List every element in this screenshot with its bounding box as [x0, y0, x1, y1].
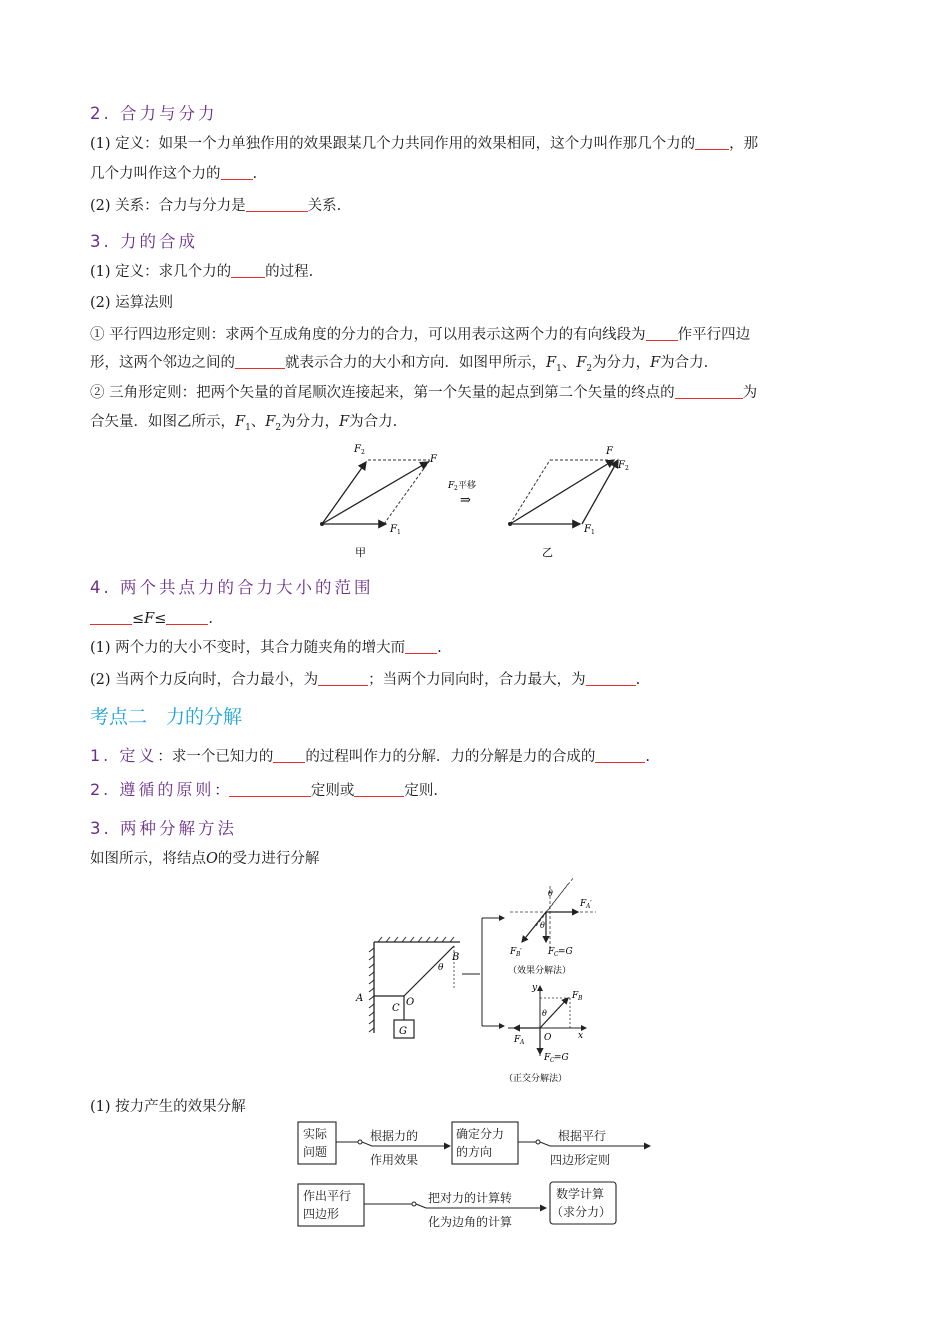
flow-text: 数学计算: [556, 1187, 605, 1201]
fill-blank[interactable]: [586, 670, 636, 686]
fill-blank[interactable]: [354, 781, 404, 797]
label-theta: θ: [548, 889, 553, 898]
label-sub: C: [550, 1057, 555, 1064]
f-arrow: [322, 462, 428, 524]
flow-step-text: 化为边角的计算: [428, 1215, 513, 1229]
subheading: 1. 定义: [90, 746, 158, 765]
symbol: F: [576, 355, 587, 371]
fill-blank[interactable]: [246, 196, 308, 212]
label-fb-prime: F: [510, 947, 517, 957]
text: (2) 当两个力反向时，合力最小，为: [90, 672, 319, 688]
symbol: O: [206, 851, 218, 867]
text: ，那: [729, 136, 759, 152]
text: (2) 关系：合力与分力是: [90, 198, 246, 214]
fill-blank[interactable]: [221, 164, 253, 180]
definition-resultant-line1: [90, 134, 758, 154]
label-sub: 1: [397, 529, 401, 536]
label-fb: F: [572, 991, 579, 1001]
flow-node: [536, 1140, 540, 1144]
composition-definition: [90, 262, 313, 282]
flow-text: 确定分力: [456, 1127, 505, 1141]
text: ① 平行四边形定则：求两个互成角度的分力的合力，可以用表示这两个力的有向线段为: [90, 327, 646, 343]
subheading: 2. 遵循的原则: [90, 780, 215, 799]
label-prime: ′: [590, 899, 592, 908]
text: 关系.: [307, 198, 342, 214]
label-fc: F: [544, 1053, 551, 1063]
label-f2: F: [448, 481, 455, 491]
label-f2: F: [618, 460, 625, 471]
shift-indicator: [447, 479, 476, 508]
topic-heading-decomposition: 考点二 力的分解: [90, 706, 243, 728]
origin-point: [508, 522, 512, 526]
label-prime: ′: [520, 947, 522, 956]
text: .: [252, 166, 258, 182]
label-theta: θ: [540, 921, 545, 930]
parallelogram-diagram: [320, 444, 438, 559]
text: 合矢量．如图乙所示，: [90, 414, 235, 430]
effect-decomposition: [508, 878, 596, 976]
symbol: F: [650, 355, 661, 371]
range-item1: [90, 638, 442, 658]
label-sub: A: [520, 1039, 525, 1046]
shift-label: 平移: [458, 481, 477, 491]
label-g: G: [399, 1026, 407, 1037]
triangle-rule-line2: [90, 412, 397, 438]
text: 为分力，: [592, 355, 651, 371]
text: ≤: [154, 611, 167, 627]
text: 定则.: [404, 783, 438, 799]
label-f2: F: [354, 444, 361, 455]
label-sub: 1: [591, 529, 595, 536]
label-a: A: [356, 993, 364, 1004]
flow-node: [358, 1140, 362, 1144]
definition-resultant-line2: [90, 164, 257, 184]
decomposition-principle: [90, 780, 438, 801]
text: .: [437, 640, 442, 656]
label-fc: F: [548, 947, 555, 957]
section-heading-range: 4. 两个共点力的合力大小的范围: [90, 578, 374, 597]
fill-blank[interactable]: [235, 353, 285, 369]
ceiling-hatch: [378, 937, 454, 942]
label-theta: θ: [542, 1009, 547, 1018]
fill-blank[interactable]: [675, 383, 743, 399]
range-item2: [90, 670, 640, 690]
text: 为合力.: [349, 414, 398, 430]
flow-step-text: 根据力的: [370, 1129, 419, 1143]
label-sub: B: [578, 995, 583, 1002]
label-x: x: [578, 1031, 584, 1041]
f-arrow: [510, 460, 614, 524]
label-b: B: [452, 952, 460, 963]
subscript: 1: [245, 422, 251, 433]
label-f: F: [606, 446, 613, 457]
text: 形，这两个邻边之间的: [90, 355, 235, 371]
label-sub: A: [586, 903, 591, 910]
text: 就表示合力的大小和方向．如图甲所示，: [285, 355, 546, 371]
flow-line: [540, 1142, 550, 1146]
label-o: O: [544, 1033, 552, 1043]
origin-point: [320, 522, 324, 526]
triangle-rule-line1: [90, 383, 757, 403]
text: 定则或: [310, 783, 355, 799]
fill-blank[interactable]: [90, 609, 132, 625]
label-c: C: [392, 1003, 400, 1014]
text: .: [208, 611, 213, 627]
composition-figure: [300, 438, 660, 564]
fill-blank[interactable]: [695, 134, 729, 150]
text: (1) 两个力的大小不变时，其合力随夹角的增大而: [90, 640, 406, 656]
text: (1) 定义：求几个力的: [90, 264, 232, 280]
text: 如图所示，将结点: [90, 851, 206, 867]
triangle-diagram: [508, 446, 629, 559]
rope-bo: [404, 946, 454, 996]
label-f1: F: [390, 524, 397, 535]
flow-text: （求分力）: [551, 1205, 612, 1219]
decomposition-definition: [90, 746, 650, 767]
dashed-edge: [510, 460, 550, 524]
ortho-caption: （正交分解法）: [504, 1074, 568, 1084]
symbol: F: [235, 414, 246, 430]
text: .: [645, 749, 650, 765]
method-effect-heading: (1) 按力产生的效果分解: [90, 1099, 246, 1115]
subscript: 2: [586, 363, 593, 374]
flow-text: 四边形: [303, 1207, 340, 1221]
orthogonal-decomposition: [504, 983, 586, 1084]
fill-blank[interactable]: [595, 747, 645, 763]
label-fa-prime: F: [580, 899, 587, 909]
text: 的受力进行分解: [217, 851, 320, 867]
label-jia: 甲: [355, 546, 366, 559]
label-theta: θ: [438, 963, 444, 973]
text: 为合力.: [660, 355, 709, 371]
text: 、: [250, 414, 266, 430]
label-o: O: [406, 997, 415, 1008]
flow-step-text: 根据平行: [558, 1129, 607, 1143]
text: 、: [561, 355, 577, 371]
text: ：: [214, 783, 229, 799]
parallelogram-rule-line2: [90, 353, 708, 379]
flow-step-text: 作用效果: [370, 1153, 419, 1167]
f2-arrow: [322, 462, 366, 524]
flow-text: 实际: [303, 1127, 328, 1141]
flow-line: [416, 1204, 426, 1208]
label-f1: F: [584, 524, 591, 535]
text: (1) 定义：如果一个力单独作用的效果跟某几个力共同作用的效果相同，这个力叫作那几个力的: [90, 136, 696, 152]
label-f: F: [430, 454, 437, 465]
subscript: 2: [275, 422, 282, 433]
text: 为分力，: [281, 414, 340, 430]
effect-caption: （效果分解法）: [508, 966, 572, 976]
text: ≤: [132, 611, 145, 627]
flow-step-text: 四边形定则: [550, 1153, 611, 1167]
section-heading-two-methods: 3. 两种分解方法: [90, 819, 237, 838]
label-sub: 2: [454, 485, 458, 492]
text: 作平行四边: [677, 327, 751, 343]
effect-flowchart: [292, 1118, 662, 1238]
label-yi: 乙: [542, 546, 553, 559]
fill-blank[interactable]: [318, 670, 368, 686]
text: 几个力叫作这个力的: [90, 166, 221, 182]
subscript: 1: [556, 363, 562, 374]
parallelogram-rule-line1: [90, 325, 750, 345]
label-y: y: [532, 983, 538, 993]
flow-node: [412, 1202, 416, 1206]
flow-text: 问题: [303, 1145, 328, 1159]
label-sub: 2: [625, 465, 629, 472]
fill-blank[interactable]: [231, 262, 265, 278]
symbol: F: [144, 611, 155, 627]
label-eq-g: =G: [558, 947, 573, 957]
operation-rules: (2) 运算法则: [90, 295, 174, 311]
flow-text: 的方向: [456, 1145, 493, 1159]
symbol: F: [339, 414, 350, 430]
text: 的过程叫作力的分解．力的分解是力的合成的: [305, 749, 596, 765]
relation-line: [90, 196, 341, 216]
text: ；当两个力同向时，合力最大，为: [368, 672, 586, 688]
f2-arrow: [582, 460, 618, 524]
range-formula: [90, 609, 213, 629]
text: .: [635, 672, 641, 688]
section-heading-resultant-component: 2. 合力与分力: [90, 104, 218, 123]
text: 为: [742, 385, 758, 401]
dashed-edge: [384, 460, 430, 524]
fill-blank[interactable]: [273, 747, 305, 763]
section-heading-composition: 3. 力的合成: [90, 232, 198, 251]
flow-step-text: 把对力的计算转: [428, 1191, 513, 1205]
double-arrow-icon: ⇒: [460, 493, 471, 508]
support-structure: [355, 937, 460, 1038]
text: 的过程.: [265, 264, 314, 280]
label-sub: B: [516, 951, 521, 958]
wall-hatch: [369, 948, 374, 1032]
label-sub: 2: [361, 449, 365, 456]
text: ：求一个已知力的: [157, 749, 274, 765]
fill-blank[interactable]: [405, 638, 437, 654]
label-fa: F: [514, 1035, 521, 1045]
methods-intro: [90, 849, 319, 869]
fill-blank[interactable]: [646, 325, 678, 341]
text: ② 三角形定则：把两个矢量的首尾顺次连接起来，第一个矢量的起点到第二个矢量的终点的: [90, 385, 675, 401]
fill-blank[interactable]: [229, 781, 311, 797]
label-eq-g: =G: [554, 1053, 569, 1063]
branch-arrows: [462, 918, 504, 1026]
flow-text: 作出平行: [303, 1189, 352, 1203]
symbol: F: [265, 414, 276, 430]
fill-blank[interactable]: [166, 609, 208, 625]
symbol: F: [546, 355, 557, 371]
node-force-figure: [350, 878, 610, 1090]
label-sub: C: [554, 951, 559, 958]
